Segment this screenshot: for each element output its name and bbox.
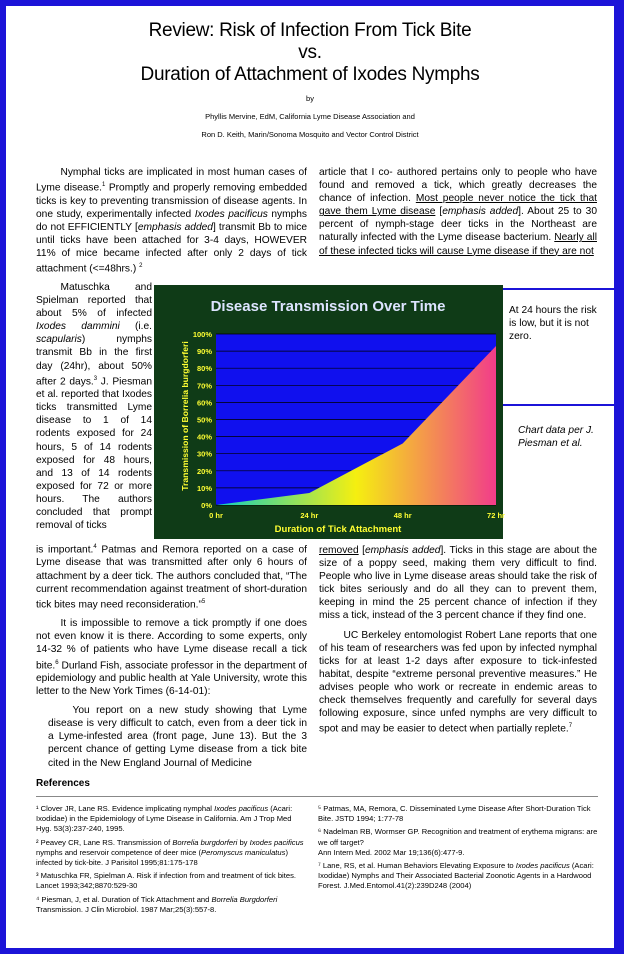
- y-tick-label: 10%: [196, 483, 212, 493]
- footnote-ref: 7: [568, 723, 573, 730]
- author-1: Phyllis Mervine, EdM, California Lyme Disease Association and: [205, 112, 415, 121]
- x-tick-label: 24 hr: [300, 511, 319, 520]
- reference-1: [36, 804, 304, 835]
- quote-block: [36, 704, 307, 769]
- text: ⁴ Piesman, J, et al. Duration of Tick Attachment and: [36, 894, 212, 904]
- side-rule-bottom: [503, 404, 614, 406]
- y-tick-label: 30%: [196, 449, 212, 459]
- reference-3: ³ Matuschka FR, Spielman A. Risk if infection from and treatment of tick bites. Lancet 1993;342;8870:529-30: [36, 871, 296, 891]
- italic-text: Ixodes pacificus: [515, 861, 570, 871]
- reference-5: ⁵ Patmas, MA, Remora, C. Disseminated Lyme Disease After Short-Duration Tick Bite. JSTD 1994; 1:77-78: [318, 804, 591, 824]
- italic-text: emphasis added: [442, 206, 519, 218]
- references-heading: References: [36, 778, 90, 789]
- text: [: [435, 206, 443, 218]
- text: UC Berkeley entomologist Robert Lane reports that one of his team of researchers was fed upon by infected nymphal ticks for at least 1-2 days after exposure to tick-infested habitat, despite “extreme personal preventive measures.” He advises people who work or recreate in endemic areas to check themselves frequently and carefully for several days following exposure, since unfed nymphs are very difficult to spot and may be easier to detect when partially replete.: [319, 629, 597, 735]
- references-col-1: [36, 804, 304, 918]
- reference-7: [318, 861, 598, 892]
- italic-text: Ixodes pacificus: [249, 837, 304, 847]
- byline: by: [306, 94, 314, 103]
- col2-paragraph-1: [319, 166, 597, 258]
- text: ] transmit Bb to mice until ticks have been attached for 3-4 days, HOWEVER 11% of mice became infected after only 2 days of tick attachment (<=48hrs.): [36, 221, 307, 275]
- text: Promptly and properly removing embedded ticks is key to preventing transmission of disease agents. In one study, experimentally infected: [36, 182, 307, 220]
- italic-text: emphasis added: [137, 221, 213, 233]
- text: ⁷ Lane, RS, et al. Human Behaviors Elevating Exposure to: [318, 861, 516, 871]
- y-tick-label: 90%: [196, 347, 212, 357]
- text: article that I co- authored pertains only to people who have found and removed a tick, which greatly decreases the chance of infection.: [319, 167, 597, 205]
- references-col-2: [318, 804, 598, 895]
- text: ]. About 25 to 30 percent of nymph-stage deer ticks in the Northeast are naturally infected with the Lyme disease bacterium.: [319, 206, 597, 244]
- col1-paragraph-2: [36, 281, 152, 532]
- y-tick-label: 100%: [192, 330, 212, 339]
- footnote-ref: 1: [102, 182, 106, 189]
- underlined-text: Nearly all of these infected ticks will cause Lyme disease if they are not: [319, 232, 597, 257]
- text: Patmas and Remora reported on a case of Lyme disease that was transmitted after only 6 hours of attachment by a deer tick. The authors concluded that, “The current recommendation against treatment of short-duration tick bites may need reconsideration.”: [36, 544, 308, 611]
- text: ² Peavey CR, Lane RS. Transmission of: [36, 837, 173, 847]
- text: It is impossible to remove a tick promptly if one does not even know it is there. According to some experts, only 14-32 % of patients who have Lyme disease recall a tick bite.: [36, 618, 307, 671]
- text: ) nymphs transmit Bb in the first day (24hr), about 50% after 2 days.: [36, 334, 152, 388]
- reference-6-journal: Ann Intern Med. 2002 Mar 19;136(6):477-9.: [318, 847, 465, 857]
- footnote-ref: 5: [201, 598, 206, 605]
- italic-text: Peromyscus maniculatus: [201, 847, 286, 857]
- text: J. Piesman et al. reported that Ixodes ticks transmitted Lyme disease to 1 of 14 rodents exposed for 24 hours, 5 of 14 rodents exposed for 48 hours, and 13 of 14 rodents exposed for 72 or more hours. The authors concluded that prompt removal of ticks: [36, 376, 152, 532]
- x-tick-label: 72 hr: [487, 511, 505, 520]
- x-tick-label: 0 hr: [209, 511, 223, 520]
- text: (i.e.: [119, 321, 152, 333]
- text: is important.: [36, 544, 94, 556]
- x-axis-label: Duration of Tick Attachment: [274, 524, 402, 535]
- col1-paragraph-1: [36, 166, 307, 276]
- y-tick-label: 20%: [196, 466, 212, 476]
- text: ) infected by tick-bite. J Parisitol 1995;81:175-178: [36, 847, 288, 868]
- transmission-chart: [154, 285, 503, 539]
- text: nymphs and reservoir competence of deer mice (: [36, 847, 202, 857]
- side-note-2: Chart data per J. Piesman et al.: [518, 425, 594, 450]
- y-tick-label: 40%: [196, 432, 212, 442]
- col1-paragraph-3: [36, 541, 307, 770]
- y-tick-label: 0%: [201, 501, 212, 510]
- chart-title: Disease Transmission Over Time: [210, 298, 446, 315]
- text: ]. Ticks in this stage are about the size of a poppy seed, making them very difficult to find. People who live in Lyme disease areas should take the risk of tick bites seriously and do all they can to prevent them, keeping in mind the 25 percent chance of infection if they miss a tick, instead of the 3 percent chance if they find one.: [319, 545, 598, 622]
- text: by: [237, 837, 250, 847]
- text: You report on a new study showing that Lyme disease is very difficult to catch, even from a deer tick in a Lyme-infested area (front page, June 13). But the 3 percent chance of getting Lyme disease from a tick bite cited in the New England Journal of Medicine: [48, 705, 307, 769]
- italic-text: scapularis: [36, 334, 82, 346]
- y-tick-label: 50%: [196, 415, 212, 425]
- text: Matuschka and Spielman reported that about 5% of infected: [36, 282, 152, 320]
- footnote-ref: 3: [93, 375, 98, 382]
- text: (Acari: Ixodidae) in the Epidemiology of Lyme Disease in California. Am J Trop Med Hyg. 53(3):237-240, 1995.: [36, 804, 293, 834]
- footnote-ref: 4: [93, 544, 97, 550]
- references-divider: [36, 796, 598, 797]
- underlined-text: Most people never notice the tick that gave them Lyme disease: [319, 193, 597, 218]
- text: Durland Fish, associate professor in the department of epidemiology and public health at Yale University, wrote this letter to the New York Times (6-14-01):: [36, 659, 307, 698]
- side-rule-top: [503, 288, 614, 290]
- side-note-1: At 24 hours the risk is low, but it is not zero.: [509, 305, 597, 343]
- y-tick-label: 60%: [196, 398, 212, 408]
- author-2: Ron D. Keith, Marin/Sonoma Mosquito and Vector Control District: [201, 130, 419, 139]
- reference-4: [36, 895, 304, 915]
- underlined-text: removed: [319, 545, 359, 556]
- text: Nymphal ticks are implicated in most human cases of Lyme disease.: [36, 167, 307, 194]
- text: nymphs do not EFFICIENTLY [: [36, 208, 307, 233]
- italic-text: Ixodes dammini: [36, 321, 120, 333]
- title-line-3: Duration of Attachment of Ixodes Nymphs: [140, 64, 480, 85]
- footnote-ref: 2: [139, 263, 143, 270]
- italic-text: Ixodes pacificus: [194, 208, 268, 220]
- y-axis-label: Transmission of Borrelia burgdorferi: [180, 341, 190, 491]
- chart-container: [154, 285, 503, 539]
- text: ¹ Clover JR, Lane RS. Evidence implicating nymphal: [36, 804, 215, 813]
- x-tick-label: 48 hr: [393, 511, 412, 520]
- italic-text: Ixodes pacificus: [214, 804, 269, 813]
- title-line-2: vs.: [298, 42, 322, 63]
- document-page: [6, 6, 614, 948]
- italic-text: Borrelia burgdorferi: [172, 837, 238, 847]
- italic-text: Borrelia Burgdorferi: [211, 894, 278, 904]
- title-line-1: Review: Risk of Infection From Tick Bite: [148, 20, 472, 41]
- italic-text: emphasis added: [365, 545, 441, 556]
- text: [: [358, 545, 365, 556]
- footnote-ref: 6: [55, 659, 59, 666]
- y-tick-label: 80%: [196, 364, 212, 374]
- reference-6: ⁶ Nadelman RB, Wormser GP. Recognition and treatment of erythema migrans: are we off target?: [318, 827, 598, 847]
- text: Transmission. J Clin Microbiol. 1987 Mar;25(3):557-8.: [36, 904, 217, 914]
- col2-paragraph-2: [319, 544, 597, 736]
- reference-2: [36, 838, 304, 869]
- text: (Acari: Ixodidae) Nymphs and Their Associated Bacterial Zoonotic Agents in a Hardwood Forest. J.Med.Entomol.41(2):239D248 (2004): [318, 861, 594, 891]
- y-tick-label: 70%: [196, 381, 212, 391]
